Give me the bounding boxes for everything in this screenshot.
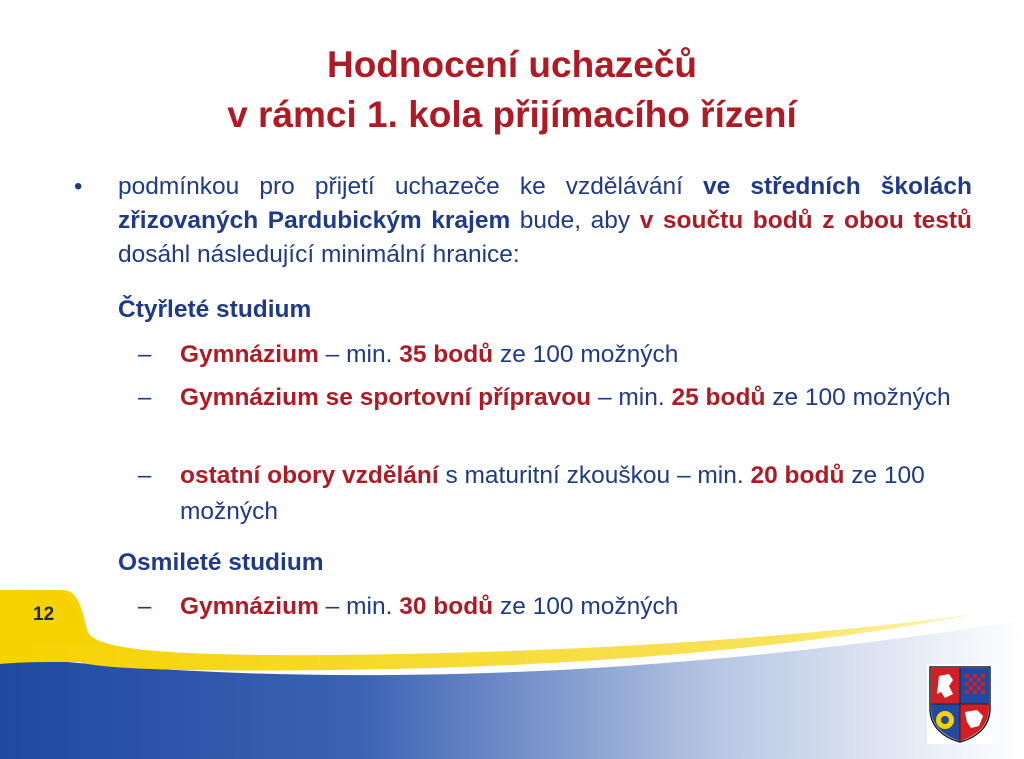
- item-tail: ze 100 možných: [493, 593, 679, 620]
- item-mid: s maturitní zkouškou – min.: [438, 462, 751, 489]
- slide-title: [0, 40, 1024, 140]
- list-item: [180, 458, 975, 530]
- intro-paragraph: [118, 170, 972, 272]
- intro-text-3: bude, aby: [510, 207, 640, 234]
- item-points: 20 bodů: [750, 462, 845, 489]
- item-name: Gymnázium se sportovní přípravou: [180, 384, 592, 411]
- item-name: Gymnázium: [180, 341, 319, 368]
- item-mid: – min.: [318, 593, 400, 620]
- list-item: [180, 380, 975, 416]
- item-tail: ze 100 možných: [180, 462, 925, 525]
- bullet-marker: •: [74, 173, 83, 200]
- item-points: 25 bodů: [671, 384, 766, 411]
- item-mid: – min.: [318, 341, 400, 368]
- intro-text-4: v součtu bodů z obou testů: [639, 207, 972, 234]
- list-item: [180, 589, 980, 625]
- title-line-2: v rámci 1. kola přijímacího řízení: [227, 94, 797, 135]
- item-tail: ze 100 možných: [765, 384, 951, 411]
- dash-marker: –: [138, 341, 152, 368]
- dash-marker: –: [138, 462, 152, 489]
- intro-text-2: ve středních školách zřizovaných Pardubickým krajem: [118, 173, 972, 234]
- pardubice-region-coat-of-arms-icon: [927, 664, 993, 744]
- blue-band: [0, 620, 1024, 759]
- section-heading-eight-year: Osmileté studium: [118, 549, 324, 576]
- dash-marker: –: [138, 384, 152, 411]
- item-tail: ze 100 možných: [493, 341, 679, 368]
- item-points: 35 bodů: [399, 341, 494, 368]
- list-item: [180, 337, 980, 373]
- intro-text-1: podmínkou pro přijetí uchazeče ke vzdělávání: [118, 173, 704, 200]
- item-name: Gymnázium: [180, 593, 319, 620]
- intro-text-5: dosáhl následující minimální hranice:: [118, 241, 520, 268]
- page-number: 12: [33, 604, 55, 625]
- section-heading-four-year: Čtyřleté studium: [118, 296, 312, 323]
- title-line-1: Hodnocení uchazečů: [326, 44, 698, 85]
- item-points: 30 bodů: [399, 593, 494, 620]
- dash-marker: –: [138, 593, 152, 620]
- item-mid: – min.: [591, 384, 672, 411]
- item-name: ostatní obory vzdělání: [180, 462, 439, 489]
